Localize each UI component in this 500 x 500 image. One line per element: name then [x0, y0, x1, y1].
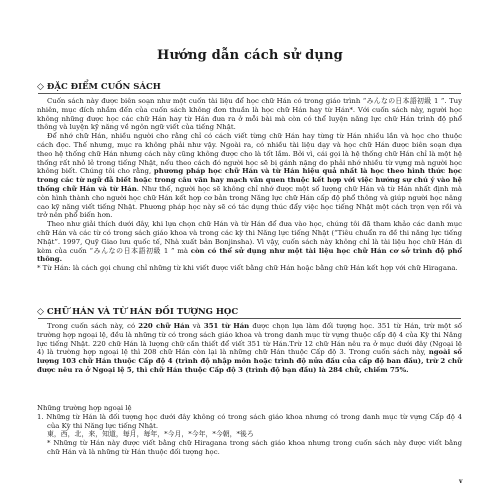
- bold-text-run: phương pháp học chữ Hán và từ Hán hiệu quả nhất là học theo hình thức học trong các từ ngữ đã biết hoặc trong câu văn hay mạch văn quen thuộc kết hợp với việc hướng sự chú ý vào hệ thống chữ Hán và từ Hán: [37, 167, 462, 193]
- section-heading-targets: [37, 307, 238, 317]
- page-number: v: [459, 478, 463, 485]
- text-run: Trong cuốn sách này, có: [47, 322, 139, 330]
- section-heading-text: CHỮ HÁN VÀ TỪ HÁN ĐỐI TƯỢNG HỌC: [46, 307, 239, 317]
- section-heading-features: [37, 82, 161, 92]
- section-heading-text: ĐẶC ĐIỂM CUỐN SÁCH: [46, 82, 161, 92]
- paragraph: [37, 220, 462, 264]
- page-title: Hướng dẫn cách sử dụng: [157, 48, 343, 63]
- text-run: và: [189, 322, 204, 330]
- text-run: được chọn lựa làm đối tượng học. 351 từ Hán, trừ một số trường hợp ngoại lệ, đều là những từ có trong sách giáo khoa và trong danh mục từ vựng thuộc cấp độ 4 của Kỳ thi Năng lực tiếng Nhật. 220 chữ Hán là lượng chữ cần thiết để viết 351 từ Hán.Trừ 12 chữ Hán nêu ra ở mục dưới đây (Ngoại lệ 4) là trường hợp ngoại lệ thì 208 chữ Hán còn lại là những chữ Hán thuộc Cấp độ 3. Trong cuốn sách này,: [37, 322, 463, 357]
- sub-heading: Những trường hợp ngoại lệ: [37, 404, 132, 412]
- exceptions-block: [37, 404, 462, 457]
- list-item: 1. Những từ Hán là đối tượng học dưới đây không có trong sách giáo khoa nhưng có trong danh mục từ vựng Cấp độ 4 của Kỳ thi Năng lực tiếng Nhật.: [37, 412, 462, 430]
- word-list: 東，西，北，来，知道，毎月，毎年，*今月，*今年，*今朝，*後ろ: [47, 430, 254, 439]
- paragraph: [37, 322, 462, 375]
- text-run: Theo như giải thích dưới đây, khi lựa chọn chữ Hán và từ Hán để đưa vào học, chúng tôi đã tham khảo các danh mục chữ Hán và các từ có trong sách giáo khoa và trong các kỳ thi Năng lực tiếng Nhật (“Tiêu chuẩn ra đề thi năng lực tiếng Nhật”. 1997, Quỹ Giao lưu quốc tế, Nhà xuất bản Bonjinsha). Vì vậy, cuốn sách này không chỉ là tài liệu học chữ Hán đi kèm của cuốn “みんなの日本語初級 1 ” mà: [37, 220, 462, 255]
- section-body-targets: [37, 322, 462, 375]
- text-run: Để nhớ chữ Hán, nhiều người cho rằng chỉ có cách viết từng chữ Hán hay từng từ Hán nhiều lần và học cho thuộc cách đọc. Thế nhưng, mục ra không phải như vậy. Ngoài ra, có nhiều tài liệu dạy và học chữ Hán được biên soạn dựa theo hệ thống chữ Hán nhưng cách này cũng không được cho là tốt lắm. Bởi vì, cái gọi là hệ thống chữ Hán chỉ là một hệ thống rất nhỏ lẻ trong tiếng Nhật, nếu theo cách đó người học sẽ bị gánh nặng do phải nhớ nhiều từ vựng mà người học không biết. Chúng tôi cho rằng,: [37, 132, 462, 176]
- bold-text-run: ngoài số lượng 103 chữ Hán thuộc Cấp độ 4 (trình độ nhập môn hoặc trình độ nửa đầu của cấp độ ban đầu), trừ 2 chữ được nêu ra ở Ngoại lệ 5, thì chữ Hán thuộc Cấp độ 3 (trình độ bạn đầu) là 284 chữ, chiếm 75%.: [37, 348, 462, 374]
- section-body-features: [37, 97, 462, 273]
- paragraph: [37, 132, 462, 220]
- footnote: * Từ Hán: là cách gọi chung chỉ những từ khi viết được viết bằng chữ Hán hoặc bằng chữ Hán kết hợp với chữ Hiragana.: [37, 264, 458, 273]
- list-item-note: * Những từ Hán này được viết bằng chữ Hiragana trong sách giáo khoa nhưng trong cuốn sách này được viết bằng chữ Hán và là những từ Hán thuộc đối tượng học.: [47, 439, 462, 456]
- section-divider: [38, 93, 461, 94]
- bold-text-run: 351 từ Hán: [203, 322, 250, 330]
- paragraph: Cuốn sách này được biên soạn như một cuốn tài liệu để học chữ Hán có trong giáo trình “みんなの日本語初級 1 ”. Tuy nhiên, mục đích nhắm đến của cuốn sách không đơn thuần là học chữ Hán hay từ Hán*. Với cuốn sách này, người học không những được học các chữ Hán hay từ Hán đưa ra ở mỗi bài mà còn có thể luyện năng lực chữ Hán trình độ phổ thông và luyện kỹ năng về ngôn ngữ viết của tiếng Nhật.: [37, 97, 462, 132]
- text-run: . Như thế, người học sẽ không chỉ nhớ được một số lượng chữ Hán và từ Hán nhất định mà còn hình thành cho người học chữ Hán kết hợp cơ bản trong Năng lực chữ Hán cấp độ phổ thông và giúp người học nâng cao kỹ năng viết tiếng Nhật. Phương pháp học này sẽ có tác dụng thúc đẩy việc học tiếng Nhật một cách trọn vẹn rồi và trở nên phổ biến hơn.: [37, 184, 462, 220]
- bold-text-run: 220 chữ Hán: [138, 322, 190, 330]
- section-divider: [38, 318, 461, 319]
- diamond-icon: ◇: [37, 82, 44, 92]
- bold-text-run: còn có thể sử dụng như một tài liệu học chữ Hán cơ sở trình độ phổ thông.: [37, 246, 463, 264]
- diamond-icon: ◇: [37, 307, 44, 317]
